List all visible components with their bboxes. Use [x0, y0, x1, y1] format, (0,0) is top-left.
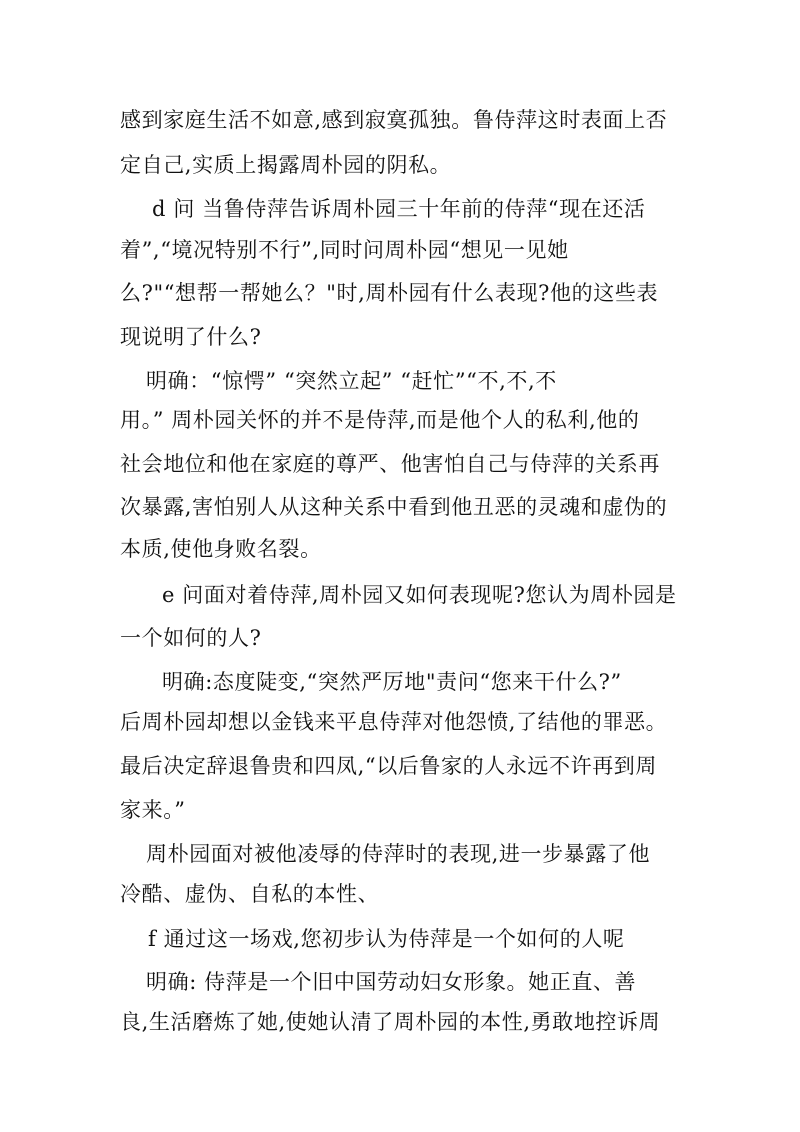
text-line-13: 一个如何的人?	[120, 626, 262, 650]
text-line-6: 现说明了什么?	[120, 325, 262, 349]
text-line-22: 良,生活磨炼了她,使她认清了周朴园的本性,勇敢地控诉周	[120, 1010, 661, 1034]
text-line-7: 明确：“惊愕” “突然立起” “赶忙”“不,不,不	[146, 369, 557, 393]
text-line-4: 着”,“境况特别不行”,同时问周朴园“想见一见她	[120, 238, 569, 262]
text-line-17: 家来。”	[120, 798, 186, 822]
text-line-8: 用。” 周朴园关怀的并不是侍萍,而是他个人的私利,他的	[120, 408, 640, 432]
text-line-9: 社会地位和他在家庭的尊严、他害怕自己与侍萍的关系再	[120, 452, 660, 476]
text-line-5: 么?"“想帮一帮她么？"时,周朴园有什么表现?他的这些表	[120, 281, 659, 305]
text-line-14: 明确:态度陡变,“突然严厉地"责问“您来干什么?”	[162, 670, 622, 694]
text-line-10: 次暴露,害怕别人从这种关系中看到他丑恶的灵魂和虚伪的	[120, 495, 668, 519]
text-line-20: f 通过这一场戏,您初步认为侍萍是一个如何的人呢	[148, 927, 625, 951]
text-line-15: 后周朴园却想以金钱来平息侍萍对他怨愤,了结他的罪恶。	[120, 710, 668, 734]
text-line-2: 定自己,实质上揭露周朴园的阴私。	[120, 153, 452, 177]
text-line-12: e 问面对着侍萍,周朴园又如何表现呢?您认为周朴园是	[162, 583, 677, 607]
text-line-11: 本质,使他身败名裂。	[120, 537, 322, 561]
text-line-16: 最后决定辞退鲁贵和四凤,“以后鲁家的人永远不许再到周	[120, 754, 658, 778]
text-line-1: 感到家庭生活不如意,感到寂寞孤独。鲁侍萍这时表面上否	[120, 108, 668, 132]
text-line-19: 冷酷、虚伪、自私的本性、	[120, 882, 380, 906]
text-line-21: 明确: 侍萍是一个旧中国劳动妇女形象。她正直、善	[146, 970, 637, 994]
text-line-3: d 问 当鲁侍萍告诉周朴园三十年前的侍萍“现在还活	[152, 197, 646, 221]
text-line-18: 周朴园面对被他凌辱的侍萍时的表现,进一步暴露了他	[146, 842, 651, 866]
